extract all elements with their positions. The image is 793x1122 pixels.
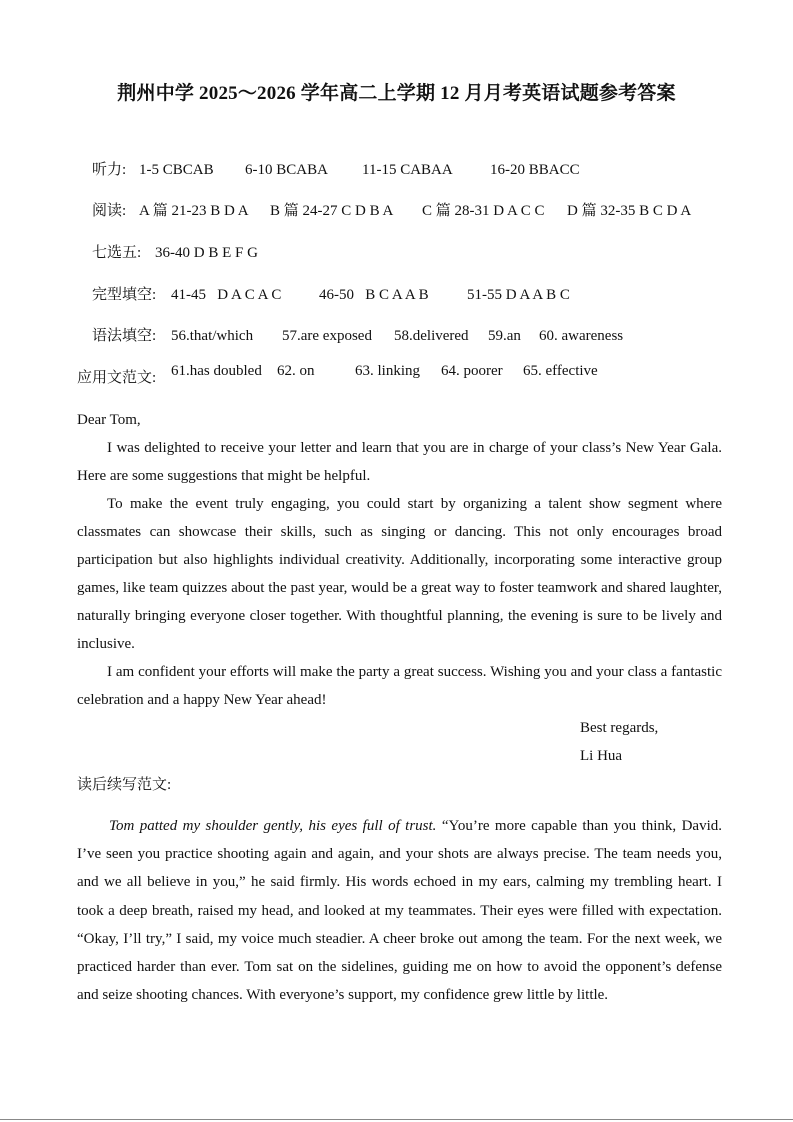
letter-closing: Best regards, [580, 720, 659, 736]
answer-group: 36-40 D B E F G [155, 245, 258, 261]
answer-item: 65. effective [523, 363, 598, 379]
applied-writing-heading: 应用文范文: [77, 370, 157, 386]
continuation-writing-heading: 读后续写范文: [77, 777, 172, 793]
letter-signature: Li Hua [580, 748, 623, 764]
answer-item: 59.an [488, 328, 521, 344]
seven-choose-five-label: 七选五: [92, 245, 142, 261]
page-title: 荆州中学 2025～2026 学年高二上学期 12 月月考英语试题参考答案 [117, 83, 676, 104]
letter-paragraph: To make the event truly engaging, you could start by organizing a talent show segment where classmates can showcase their skills, such as singing or dancing. This not only encourages broad participation but also highlights individual creativity. Additionally, incorporating some interactive group games, like team quizzes about the past year, would be a great way to foster teamwork and shared laughter, naturally bringing everyone closer together. With thoughtful planning, the evening is sure to be lively and inclusive. [77, 496, 722, 652]
sample-letter [77, 406, 722, 714]
answer-group: 51-55 D A A B C [467, 287, 570, 303]
answer-group: 16-20 BBACC [490, 162, 580, 178]
grammar-label: 语法填空: [92, 328, 157, 344]
answer-item: 63. linking [355, 363, 421, 379]
grammar-answers-line2 [156, 341, 598, 401]
answer-item: 61.has doubled [171, 363, 262, 379]
story-body: “You’re more capable than you think, David. I’ve seen you practice shooting again and again, and your shots are always precise. The team needs you, and we all believe in you,” he said firmly. His words echoed in my ears, calming my trembling heart. I took a deep breath, raised my head, and looked at my teammates. Their eyes were filled with expectation. “Okay, I’ll try,” I said, my voice much steadier. A cheer broke out among the team. For the next week, we practiced harder than ever. Tom sat on the sidelines, guiding me on how to avoid the opponent’s defense and seize shooting chances. With everyone’s support, my confidence grew little by little. [77, 818, 722, 1004]
answer-group: C 篇 28-31 D A C C [422, 203, 545, 219]
answer-item: 57.are exposed [282, 328, 372, 344]
answer-item: 60. awareness [539, 328, 624, 344]
answer-group: B 篇 24-27 C D B A [270, 203, 394, 219]
continuation-story [77, 812, 722, 1009]
page-bottom-divider [0, 1119, 793, 1120]
answer-group: 6-10 BCABA [245, 162, 328, 178]
reading-label: 阅读: [92, 203, 127, 219]
story-paragraph [77, 812, 722, 1009]
letter-salutation: Dear Tom, [77, 412, 141, 428]
answer-item: 62. on [277, 363, 315, 379]
cloze-label: 完型填空: [92, 287, 157, 303]
answer-group: D 篇 32-35 B C D A [567, 203, 692, 219]
answer-group: A 篇 21-23 B D A [139, 203, 249, 219]
story-opening-sentence: Tom patted my shoulder gently, his eyes full of trust. [109, 818, 437, 834]
letter-paragraph: I am confident your efforts will make the party a great success. Wishing you and your class a fantastic celebration and a happy New Year ahead! [77, 664, 722, 708]
answer-group: 1-5 CBCAB [139, 162, 214, 178]
letter-paragraph: I was delighted to receive your letter and learn that you are in charge of your class’s New Year Gala. Here are some suggestions that might be helpful. [77, 440, 722, 484]
listening-label: 听力: [92, 162, 127, 178]
answer-group: 11-15 CABAA [362, 162, 453, 178]
answer-item: 56.that/which [171, 328, 254, 344]
answer-group: 46-50 B C A A B [319, 287, 429, 303]
answer-item: 58.delivered [394, 328, 469, 344]
answer-item: 64. poorer [441, 363, 503, 379]
answer-group: 41-45 D A C A C [171, 287, 282, 303]
